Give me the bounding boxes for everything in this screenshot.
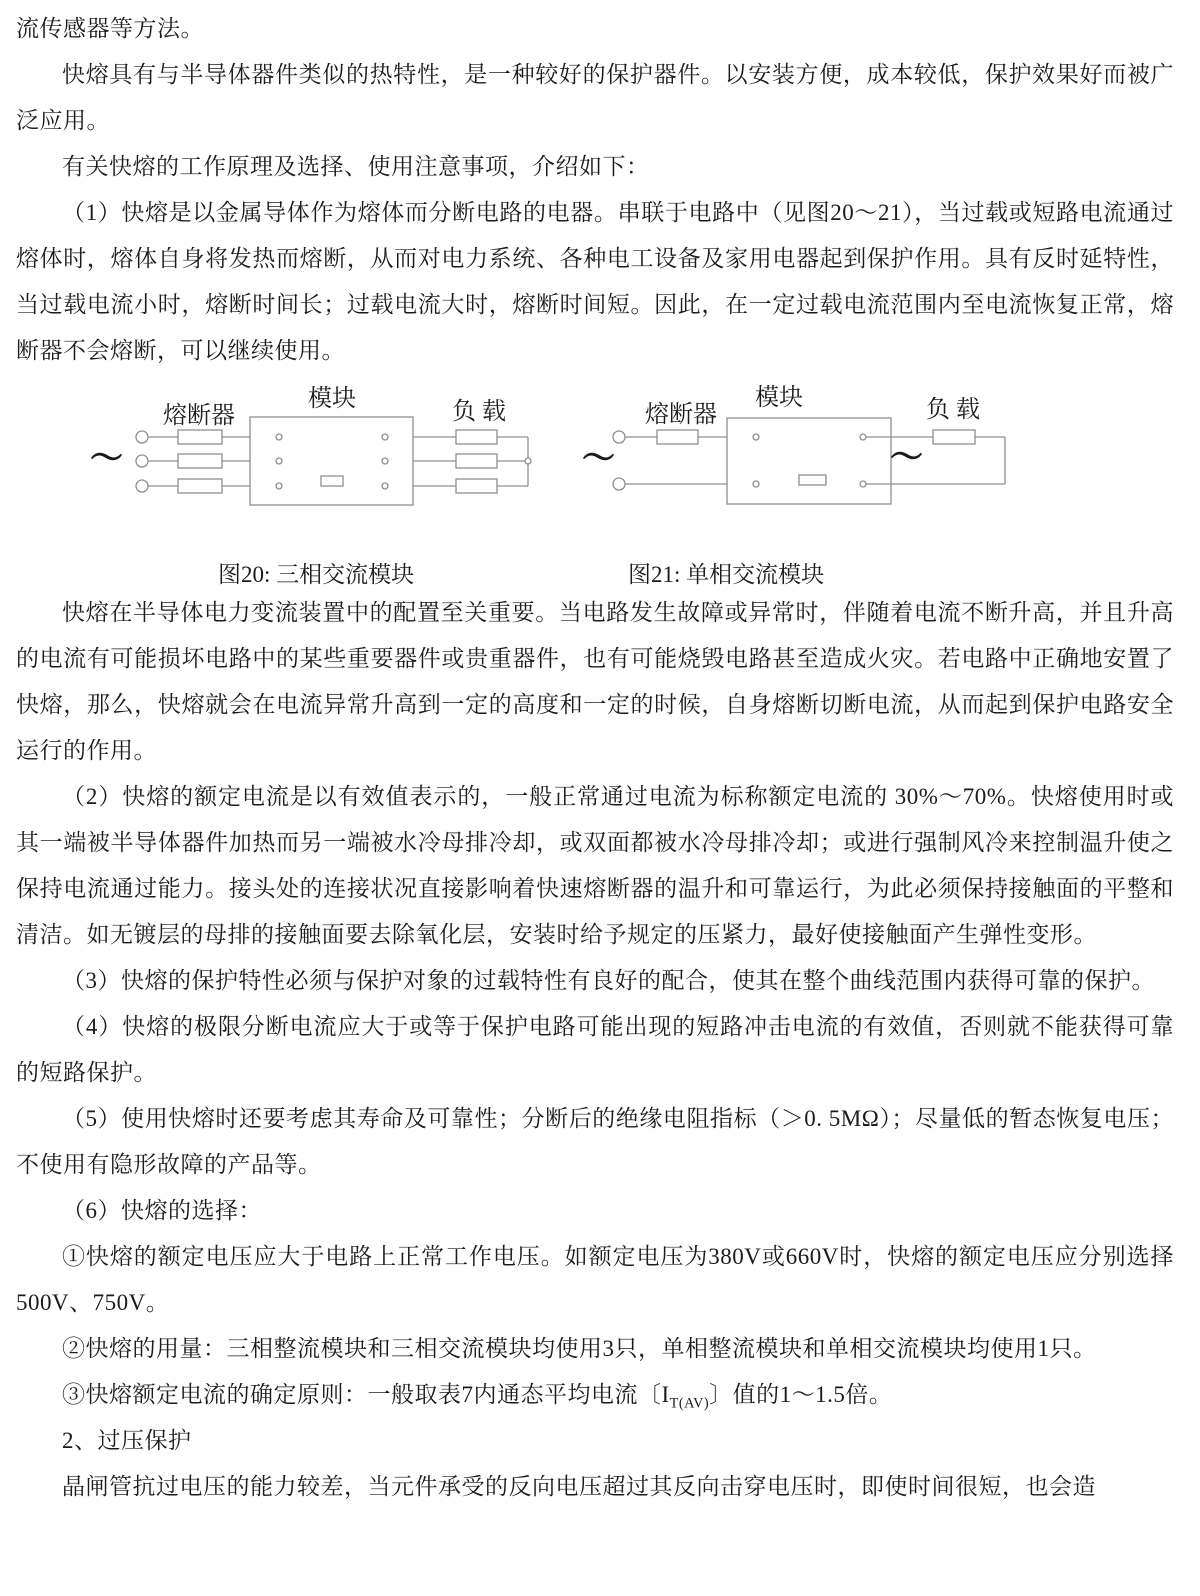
load-resistor	[456, 430, 497, 444]
terminal-circle	[136, 455, 148, 467]
fuse-label: 熔断器	[163, 403, 235, 429]
terminal-circle	[613, 431, 625, 443]
load-label: 负载	[926, 397, 986, 423]
figure20-caption: 图20: 三相交流模块	[218, 562, 415, 587]
paragraph: （2）快熔的额定电流是以有效值表示的，一般正常通过电流为标称额定电流的 30%～70%。快熔使用时或其一端被半导体器件加热而另一端被水冷母排冷却，或双面都被水冷母排冷却；或进行强制风冷来控制温升使之保持电流通过能力。接头处的连接状况直接影响着快速熔断器的温升和可靠运行，为此必须保持接触面的平整和清洁。如无镀层的母排的接触面要去除氧化层，安装时给予规定的压紧力，最好使接触面产生弹性变形。	[16, 784, 1174, 947]
circuit-figures	[16, 378, 1174, 590]
rule-text-pre: ③快熔额定电流的确定原则：一般取表7内通态平均电流〔I	[62, 1382, 670, 1407]
module-pin-node	[382, 483, 388, 489]
figure20-three-phase-circuit	[90, 385, 531, 505]
section-heading-overvoltage: 2、过压保护	[62, 1428, 192, 1453]
fuse-symbol	[178, 430, 222, 444]
paragraph-continued: 流传感器等方法。	[16, 16, 204, 41]
paragraph: 有关快熔的工作原理及选择、使用注意事项，介绍如下：	[62, 154, 650, 179]
paragraph: ②快熔的用量：三相整流模块和三相交流模块均使用3只，单相整流模块和单相交流模块均使用1只。	[62, 1336, 1097, 1361]
figure-captions	[16, 550, 1174, 590]
paragraph: （4）快熔的极限分断电流应大于或等于保护电路可能出现的短路冲击电流的有效值，否则就不能获得可靠的短路保护。	[16, 1014, 1174, 1085]
module-pin-node	[860, 481, 866, 487]
module-pin-node	[753, 434, 759, 440]
gate-terminal-pad	[321, 476, 343, 486]
paragraph: （3）快熔的保护特性必须与保护对象的过载特性有良好的配合，使其在整个曲线范围内获得可靠的保护。	[62, 968, 1155, 993]
ac-source-symbol: ～	[582, 441, 615, 477]
current-subscript: T(AV)	[669, 1395, 710, 1412]
module-pin-node	[382, 434, 388, 440]
load-resistor	[456, 479, 497, 493]
module-pin-node	[382, 458, 388, 464]
module-pin-node	[753, 481, 759, 487]
module-pin-node	[276, 458, 282, 464]
terminal-circle	[613, 478, 625, 490]
paragraph: ①快熔的额定电压应大于电路上正常工作电压。如额定电压为380V或660V时，快熔的额定电压应分别选择500V、750V。	[16, 1244, 1174, 1315]
load-label: 负载	[452, 399, 512, 425]
rule-text-post: 〕值的1～1.5倍。	[709, 1382, 893, 1407]
ac-source-symbol: ～	[90, 441, 123, 477]
load-resistor	[456, 454, 497, 468]
fuse-symbol	[178, 454, 222, 468]
module-pin-node	[860, 434, 866, 440]
paragraph: 快熔在半导体电力变流装置中的配置至关重要。当电路发生故障或异常时，伴随着电流不断升高，并且升高的电流有可能损坏电路中的某些重要器件或贵重器件，也有可能烧毁电路甚至造成火灾。若电路中正确地安置了快熔，那么，快熔就会在电流异常升高到一定的高度和一定的时候，自身熔断切断电流，从而起到保护电路安全运行的作用。	[16, 600, 1174, 763]
paragraph: （5）使用快熔时还要考虑其寿命及可靠性；分断后的绝缘电阻指标（＞0. 5MΩ）；尽量低的暂态恢复电压；不使用有隐形故障的产品等。	[16, 1106, 1174, 1177]
terminal-circle	[136, 431, 148, 443]
paragraph: （1）快熔是以金属导体作为熔体而分断电路的电器。串联于电路中（见图20～21），当过载或短路电流通过熔体时，熔体自身将发热而熔断，从而对电力系统、各种电工设备及家用电器起到保护作用。具有反时延特性，当过载电流小时，熔断时间长；过载电流大时，熔断时间短。因此，在一定过载电流范围内至电流恢复正常，熔断器不会熔断，可以继续使用。	[16, 200, 1174, 363]
fuse-label: 熔断器	[645, 402, 717, 428]
figure21-single-phase-circuit	[582, 384, 1005, 504]
paragraph-rated-current-rule	[16, 1372, 1174, 1418]
module-label: 模块	[755, 385, 803, 411]
module-label: 模块	[308, 386, 356, 412]
terminal-circle	[136, 480, 148, 492]
paragraph: （6）快熔的选择：	[62, 1198, 262, 1223]
paragraph: 快熔具有与半导体器件类似的热特性，是一种较好的保护器件。以安装方便，成本较低，保护效果好而被广泛应用。	[16, 62, 1174, 133]
junction-node	[525, 458, 531, 464]
gate-terminal-pad	[799, 475, 826, 485]
paragraph: 晶闸管抗过电压的能力较差，当元件承受的反向电压超过其反向击穿电压时，即使时间很短，也会造	[62, 1474, 1096, 1499]
fuse-symbol	[657, 430, 698, 444]
module-pin-node	[276, 434, 282, 440]
figure21-caption: 图21: 单相交流模块	[628, 562, 825, 587]
fuse-symbol	[178, 479, 222, 493]
module-box	[727, 418, 891, 504]
module-pin-node	[276, 483, 282, 489]
ac-output-symbol: ～	[890, 440, 923, 476]
load-resistor	[933, 430, 975, 444]
circuit-diagrams-svg	[16, 378, 1174, 550]
